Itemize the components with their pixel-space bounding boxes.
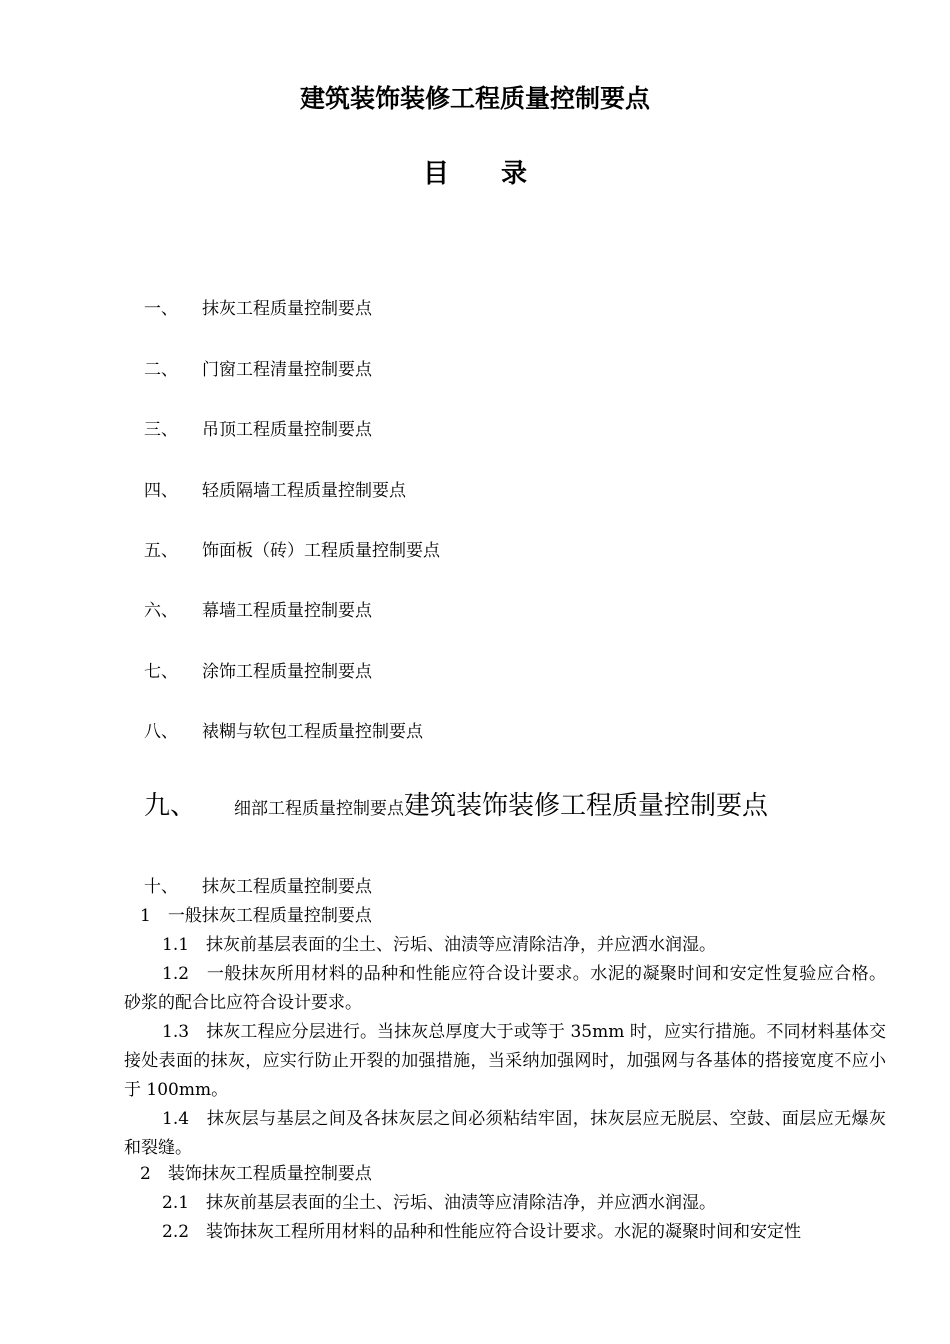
toc-item-label: 幕墙工程质量控制要点 — [202, 601, 372, 621]
toc-item-label: 轻质隔墙工程质量控制要点 — [202, 481, 406, 501]
toc-item — [144, 539, 440, 563]
toc-item-number: 九、 — [144, 791, 197, 821]
body-paragraph: 1.1 抹灰前基层表面的尘土、污垢、油渍等应清除洁净，并应洒水润湿。 — [162, 935, 717, 955]
body-paragraph: 1.3 抹灰工程应分层进行。当抹灰总厚度大于或等于 35mm 时，应实行措施。不同材料基体交接处表面的抹灰，应实行防止开裂的加强措施，当采纳加强网时，加强网与各基体的搭接宽度不应小于 100mm。 — [124, 1022, 886, 1100]
toc-item-label: 抹灰工程质量控制要点 — [202, 877, 372, 897]
subsection-heading: 1 一般抹灰工程质量控制要点 — [140, 906, 372, 926]
toc-item-label: 裱糊与软包工程质量控制要点 — [202, 722, 423, 742]
subsection-heading: 2 装饰抹灰工程质量控制要点 — [140, 1164, 372, 1184]
toc-item — [144, 660, 372, 684]
toc-item — [144, 720, 423, 744]
body-paragraph: 2.1 抹灰前基层表面的尘土、污垢、油渍等应清除洁净，并应洒水润湿。 — [162, 1193, 717, 1213]
toc-item-label: 抹灰工程质量控制要点 — [202, 299, 372, 319]
toc-item — [144, 479, 406, 503]
toc-item-number: 七、 — [144, 662, 178, 682]
toc-item-label: 门窗工程清量控制要点 — [202, 360, 372, 380]
toc-item — [144, 358, 372, 382]
toc-item-number: 四、 — [144, 481, 178, 501]
toc-item-number: 三、 — [144, 420, 178, 440]
toc-item — [144, 297, 372, 321]
toc-heading: 目录 — [422, 159, 579, 189]
document-title: 建筑装饰装修工程质量控制要点 — [299, 84, 650, 113]
toc-item — [144, 875, 372, 899]
body-paragraph: 1.2 一般抹灰所用材料的品种和性能应符合设计要求。水泥的凝聚时间和安定性复验应合格。砂浆的配合比应符合设计要求。 — [124, 964, 886, 1013]
toc-item-number: 八、 — [144, 722, 178, 742]
section-heading: 建筑装饰装修工程质量控制要点 — [404, 791, 769, 821]
body-paragraph: 1.4 抹灰层与基层之间及各抹灰层之间必须粘结牢固，抹灰层应无脱层、空鼓、面层应无爆灰和裂缝。 — [124, 1109, 886, 1158]
toc-item-number: 六、 — [144, 601, 178, 621]
toc-item-number: 十、 — [144, 877, 178, 897]
toc-item-label: 吊顶工程质量控制要点 — [202, 420, 372, 440]
toc-item-number: 二、 — [144, 360, 178, 380]
body-paragraph: 2.2 装饰抹灰工程所用材料的品种和性能应符合设计要求。水泥的凝聚时间和安定性 — [162, 1222, 802, 1242]
toc-item-label: 细部工程质量控制要点 — [234, 799, 404, 819]
toc-item-number: 五、 — [144, 541, 178, 561]
toc-item-nine — [144, 787, 768, 828]
toc-item — [144, 418, 372, 442]
toc-item — [144, 599, 372, 623]
toc-item-label: 涂饰工程质量控制要点 — [202, 662, 372, 682]
toc-item-label: 饰面板（砖）工程质量控制要点 — [202, 541, 440, 561]
toc-item-number: 一、 — [144, 299, 178, 319]
